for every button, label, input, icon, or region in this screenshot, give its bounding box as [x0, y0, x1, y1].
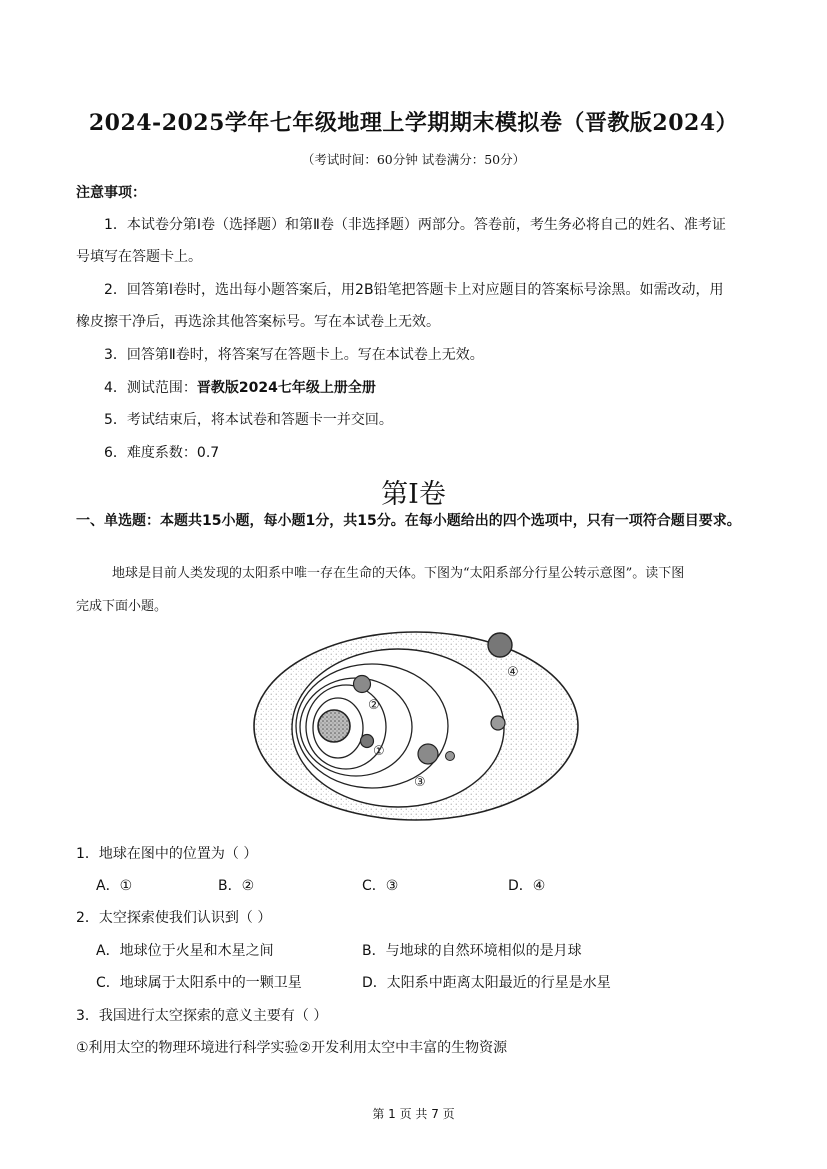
sun — [318, 710, 350, 742]
label-1: ① — [373, 744, 385, 759]
notice-item-2-line-2: 橡皮擦干净后，再选涂其他答案标号。写在本试卷上无效。 — [76, 314, 440, 330]
planet-3 — [418, 744, 438, 764]
question-2-option-c[interactable]: C．地球属于太阳系中的一颗卫星 — [96, 975, 302, 991]
label-2: ② — [368, 698, 380, 713]
planet-1 — [361, 735, 374, 748]
notice-item-2-line-1: 2．回答第Ⅰ卷时，选出每小题答案后，用2B铅笔把答题卡上对应题目的答案标号涂黑。如需改动，用 — [104, 282, 724, 298]
question-3-items-line-1: ①利用太空的物理环境进行科学实验②开发利用太空中丰富的生物资源 — [76, 1040, 508, 1056]
notice-heading: 注意事项： — [76, 185, 146, 201]
question-1-option-a[interactable]: A．① — [96, 878, 133, 894]
planet-2 — [354, 676, 371, 693]
notice-item-4 — [104, 377, 376, 397]
question-2-stem: 2．太空探索使我们认识到（ ） — [76, 910, 272, 926]
notice-item-1-line-1: 1．本试卷分第Ⅰ卷（选择题）和第Ⅱ卷（非选择题）两部分。答卷前，考生务必将自己的姓名、准考证 — [104, 217, 726, 233]
notice-item-1-line-2: 号填写在答题卡上。 — [76, 249, 202, 265]
planet-4 — [488, 633, 512, 657]
moon — [446, 752, 455, 761]
label-3: ③ — [414, 775, 426, 790]
question-1-stem: 1．地球在图中的位置为（ ） — [76, 846, 258, 862]
passage-line-2: 完成下面小题。 — [76, 599, 168, 614]
question-2-option-b[interactable]: B．与地球的自然环境相似的是月球 — [362, 943, 582, 959]
question-1-option-b[interactable]: B．② — [218, 878, 255, 894]
solar-system-orbit-diagram — [250, 628, 582, 828]
question-2-option-a[interactable]: A．地球位于火星和木星之间 — [96, 943, 274, 959]
question-3-stem: 3．我国进行太空探索的意义主要有（ ） — [76, 1008, 328, 1024]
section-heading: 一、单选题：本题共15小题，每小题1分，共15分。在每小题给出的四个选项中，只有一项符合题目要求。 — [76, 513, 741, 529]
notice-item-4-prefix: 4．测试范围： — [104, 380, 197, 396]
question-1-option-c[interactable]: C．③ — [362, 878, 399, 894]
passage-line-1: 地球是目前人类发现的太阳系中唯一存在生命的天体。下图为“太阳系部分行星公转示意图”。读下图 — [112, 566, 685, 581]
notice-item-3: 3．回答第Ⅱ卷时，将答案写在答题卡上。写在本试卷上无效。 — [104, 347, 484, 363]
question-1-option-d[interactable]: D．④ — [508, 878, 546, 894]
notice-item-6: 6．难度系数：0.7 — [104, 445, 220, 461]
page-title: 2024-2025学年七年级地理上学期期末模拟卷（晋教版2024） — [88, 110, 739, 136]
label-4: ④ — [507, 665, 519, 680]
planet-outer — [491, 716, 505, 730]
page-footer: 第 1 页 共 7 页 — [372, 1107, 455, 1121]
volume-title: 第Ⅰ卷 — [381, 479, 446, 510]
notice-item-4-scope: 晋教版2024七年级上册全册 — [196, 380, 376, 396]
question-2-option-d[interactable]: D．太阳系中距离太阳最近的行星是水星 — [362, 975, 611, 991]
exam-info: （考试时间：60分钟 试卷满分：50分） — [301, 152, 526, 167]
notice-item-5: 5．考试结束后，将本试卷和答题卡一并交回。 — [104, 412, 393, 428]
